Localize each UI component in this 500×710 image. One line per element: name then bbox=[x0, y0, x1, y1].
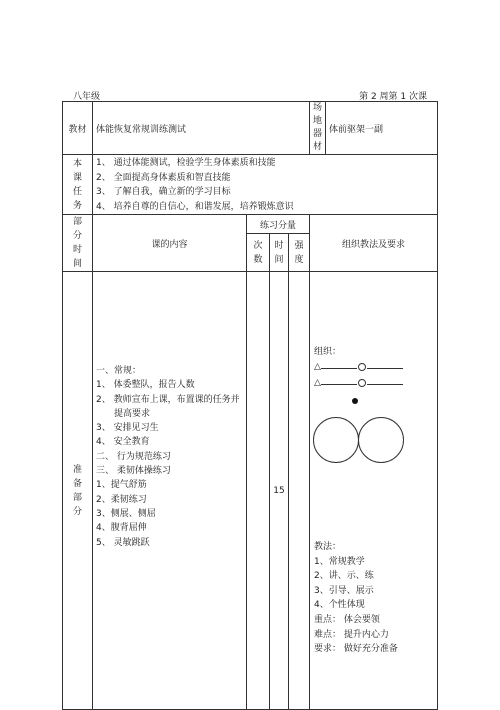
material-row bbox=[63, 102, 438, 155]
content-line: 三、 柔韧体操练习 bbox=[96, 466, 171, 477]
content-line: 3、侧展、侧屈 bbox=[96, 508, 156, 519]
intensity-char: 强 bbox=[294, 240, 304, 251]
venue-label-line-2: 器材 bbox=[313, 129, 323, 152]
prep-org-methods bbox=[310, 272, 438, 710]
intensity-char: 度 bbox=[294, 254, 304, 265]
method-line: 1、常规教学 bbox=[314, 556, 365, 567]
task-item: 2、 全面提高身体素质和智直技能 bbox=[96, 172, 231, 183]
formation-line bbox=[321, 376, 357, 385]
prep-label-char: 准 bbox=[72, 464, 82, 475]
time-header bbox=[270, 234, 289, 272]
task-item: 4、 培养自尊的自信心，和谐发展，培养锻炼意识 bbox=[96, 201, 294, 212]
formation-line bbox=[367, 376, 403, 385]
count-char: 数 bbox=[253, 254, 263, 265]
method-line: 重点： 体会要领 bbox=[314, 614, 380, 625]
lesson-plan-table bbox=[62, 101, 438, 710]
prep-label-char: 备 bbox=[72, 478, 82, 489]
task-item: 3、 了解自我，确立新的学习目标 bbox=[96, 187, 231, 197]
prep-label-char: 分 bbox=[72, 506, 82, 517]
part-time-header bbox=[63, 215, 93, 272]
content-line: 1、 体委整队，报告人数 bbox=[96, 380, 195, 391]
teacher-dot-icon bbox=[352, 398, 358, 404]
prep-row bbox=[63, 272, 438, 710]
content-line: 2、 教师宣布上课，布置课的任务并 bbox=[96, 394, 240, 405]
grade-label: 八年级 bbox=[73, 92, 101, 102]
formation-row-1 bbox=[314, 360, 403, 372]
tasks-label-char: 任 bbox=[72, 186, 82, 197]
triangle-icon: △ bbox=[314, 378, 321, 388]
time-char: 时 bbox=[274, 240, 284, 251]
tasks-label bbox=[63, 155, 93, 215]
count-char: 次 bbox=[253, 240, 263, 251]
part-time-char: 时 bbox=[72, 245, 82, 255]
task-item: 1、 通过体能测试，检验学生身体素质和技能 bbox=[96, 158, 276, 168]
prep-label bbox=[63, 272, 93, 710]
left-circle-formation bbox=[313, 417, 359, 463]
venue-label-line-1: 场地 bbox=[313, 103, 323, 126]
tasks-label-char: 本 bbox=[72, 158, 82, 169]
content-line: 提高要求 bbox=[114, 408, 151, 419]
material-value: 体能恢复常规训练测试 bbox=[93, 102, 310, 155]
formation-line bbox=[321, 360, 357, 369]
content-line: 5、 灵敏跳跃 bbox=[96, 537, 150, 548]
method-line: 难点： 提升内心力 bbox=[314, 629, 389, 640]
content-line: 二、 行为规范练习 bbox=[96, 451, 171, 462]
part-time-char: 间 bbox=[72, 259, 82, 269]
content-line: 3、 安排见习生 bbox=[96, 423, 159, 434]
method-line: 要求： 做好充分准备 bbox=[314, 644, 398, 655]
circle-marker-icon bbox=[358, 363, 366, 371]
method-line: 4、个性体现 bbox=[314, 600, 365, 611]
circle-marker-icon bbox=[358, 379, 366, 387]
prep-content bbox=[93, 272, 247, 710]
method-line: 2、讲、示、练 bbox=[314, 571, 374, 582]
venue-value: 体前驱架一副 bbox=[326, 102, 438, 155]
org-title: 组织： bbox=[314, 347, 342, 357]
intensity-header bbox=[289, 234, 310, 272]
content-line: 4、腹背屈伸 bbox=[96, 523, 147, 534]
tasks-list bbox=[93, 155, 438, 215]
prep-content-list bbox=[96, 272, 243, 550]
material-label: 教材 bbox=[63, 102, 93, 155]
column-header-row-1 bbox=[63, 215, 438, 234]
formation-row-2 bbox=[314, 376, 403, 388]
tasks-label-char: 课 bbox=[72, 172, 82, 183]
content-line: 1、提气舒筋 bbox=[96, 480, 147, 491]
method-line: 3、引导、展示 bbox=[314, 585, 374, 596]
tasks-row bbox=[63, 155, 438, 215]
time-char: 间 bbox=[274, 254, 284, 265]
tasks-label-char: 务 bbox=[72, 200, 82, 211]
week-lesson-label: 第 2 周第 1 次课 bbox=[359, 92, 427, 102]
content-header: 课的内容 bbox=[93, 215, 247, 272]
formation-line bbox=[367, 360, 403, 369]
part-time-char: 部 bbox=[72, 217, 82, 227]
method-line: 教法： bbox=[314, 542, 342, 552]
right-circle-formation bbox=[358, 417, 404, 463]
triangle-icon: △ bbox=[314, 362, 321, 372]
content-line: 一、常规： bbox=[96, 366, 142, 376]
practice-amount-header: 练习分量 bbox=[247, 215, 310, 234]
content-line: 2、柔韧练习 bbox=[96, 494, 147, 505]
content-line: 4、 安全教育 bbox=[96, 437, 150, 448]
count-header bbox=[247, 234, 270, 272]
org-methods-header: 组织教法及要求 bbox=[310, 215, 438, 272]
teaching-methods bbox=[314, 540, 398, 657]
prep-time: 15 bbox=[270, 272, 289, 710]
venue-label bbox=[310, 102, 326, 155]
part-time-char: 分 bbox=[72, 231, 82, 241]
prep-count bbox=[247, 272, 270, 710]
org-diagram bbox=[310, 272, 437, 708]
prep-label-char: 部 bbox=[72, 492, 82, 503]
prep-intensity bbox=[289, 272, 310, 710]
